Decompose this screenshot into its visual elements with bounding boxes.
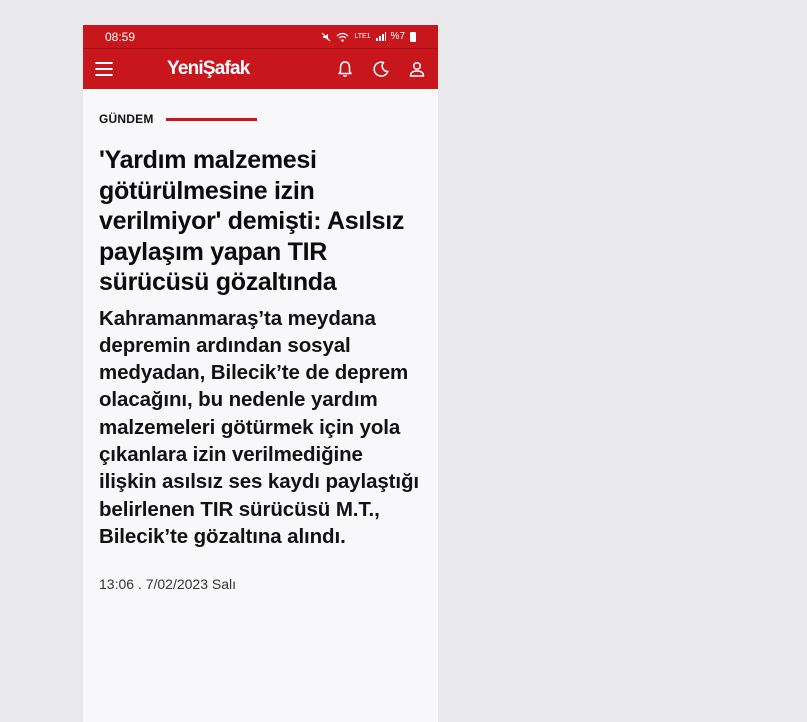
site-logo[interactable]: YeniŞafak: [167, 58, 250, 79]
network-label: LTE1: [354, 33, 371, 40]
mute-icon: [321, 32, 331, 42]
battery-percent: %7: [390, 31, 405, 42]
bell-icon[interactable]: [336, 60, 354, 78]
phone-screen: [83, 25, 438, 722]
header-actions: [336, 49, 426, 89]
moon-icon[interactable]: [372, 60, 390, 78]
user-icon[interactable]: [408, 60, 426, 78]
signal-icon: [376, 32, 386, 41]
status-bar: [83, 25, 438, 49]
article-summary: Kahramanmaraş’ta meydana depremin ardından sosyal medyadan, Bilecik’te de deprem olacağını, bu nedenle yardım malzemeleri götürmek için yola çıkanlara izin verilmediğine ilişkin asılsız ses kaydı paylaştığı belirlenen TIR sürücüsü M.T., Bilecik’te gözaltına alındı.: [99, 306, 420, 548]
top-navigation: [83, 49, 438, 89]
hamburger-menu-icon[interactable]: [95, 62, 113, 76]
article-headline: 'Yardım malzemesi götürülmesine izin verilmiyor' demişti: Asılsız paylaşım yapan TIR sürücüsü gözaltında: [99, 146, 405, 296]
status-time: 08:59: [105, 29, 136, 44]
status-icons: [321, 31, 416, 42]
article-date: 13:06 . 7/02/2023 Salı: [99, 576, 236, 593]
category-row: [99, 111, 422, 127]
wifi-icon: [336, 32, 349, 42]
category-divider: [166, 118, 257, 121]
article: [83, 89, 438, 592]
category-label[interactable]: GÜNDEM: [99, 112, 154, 126]
battery-icon: [410, 32, 416, 42]
